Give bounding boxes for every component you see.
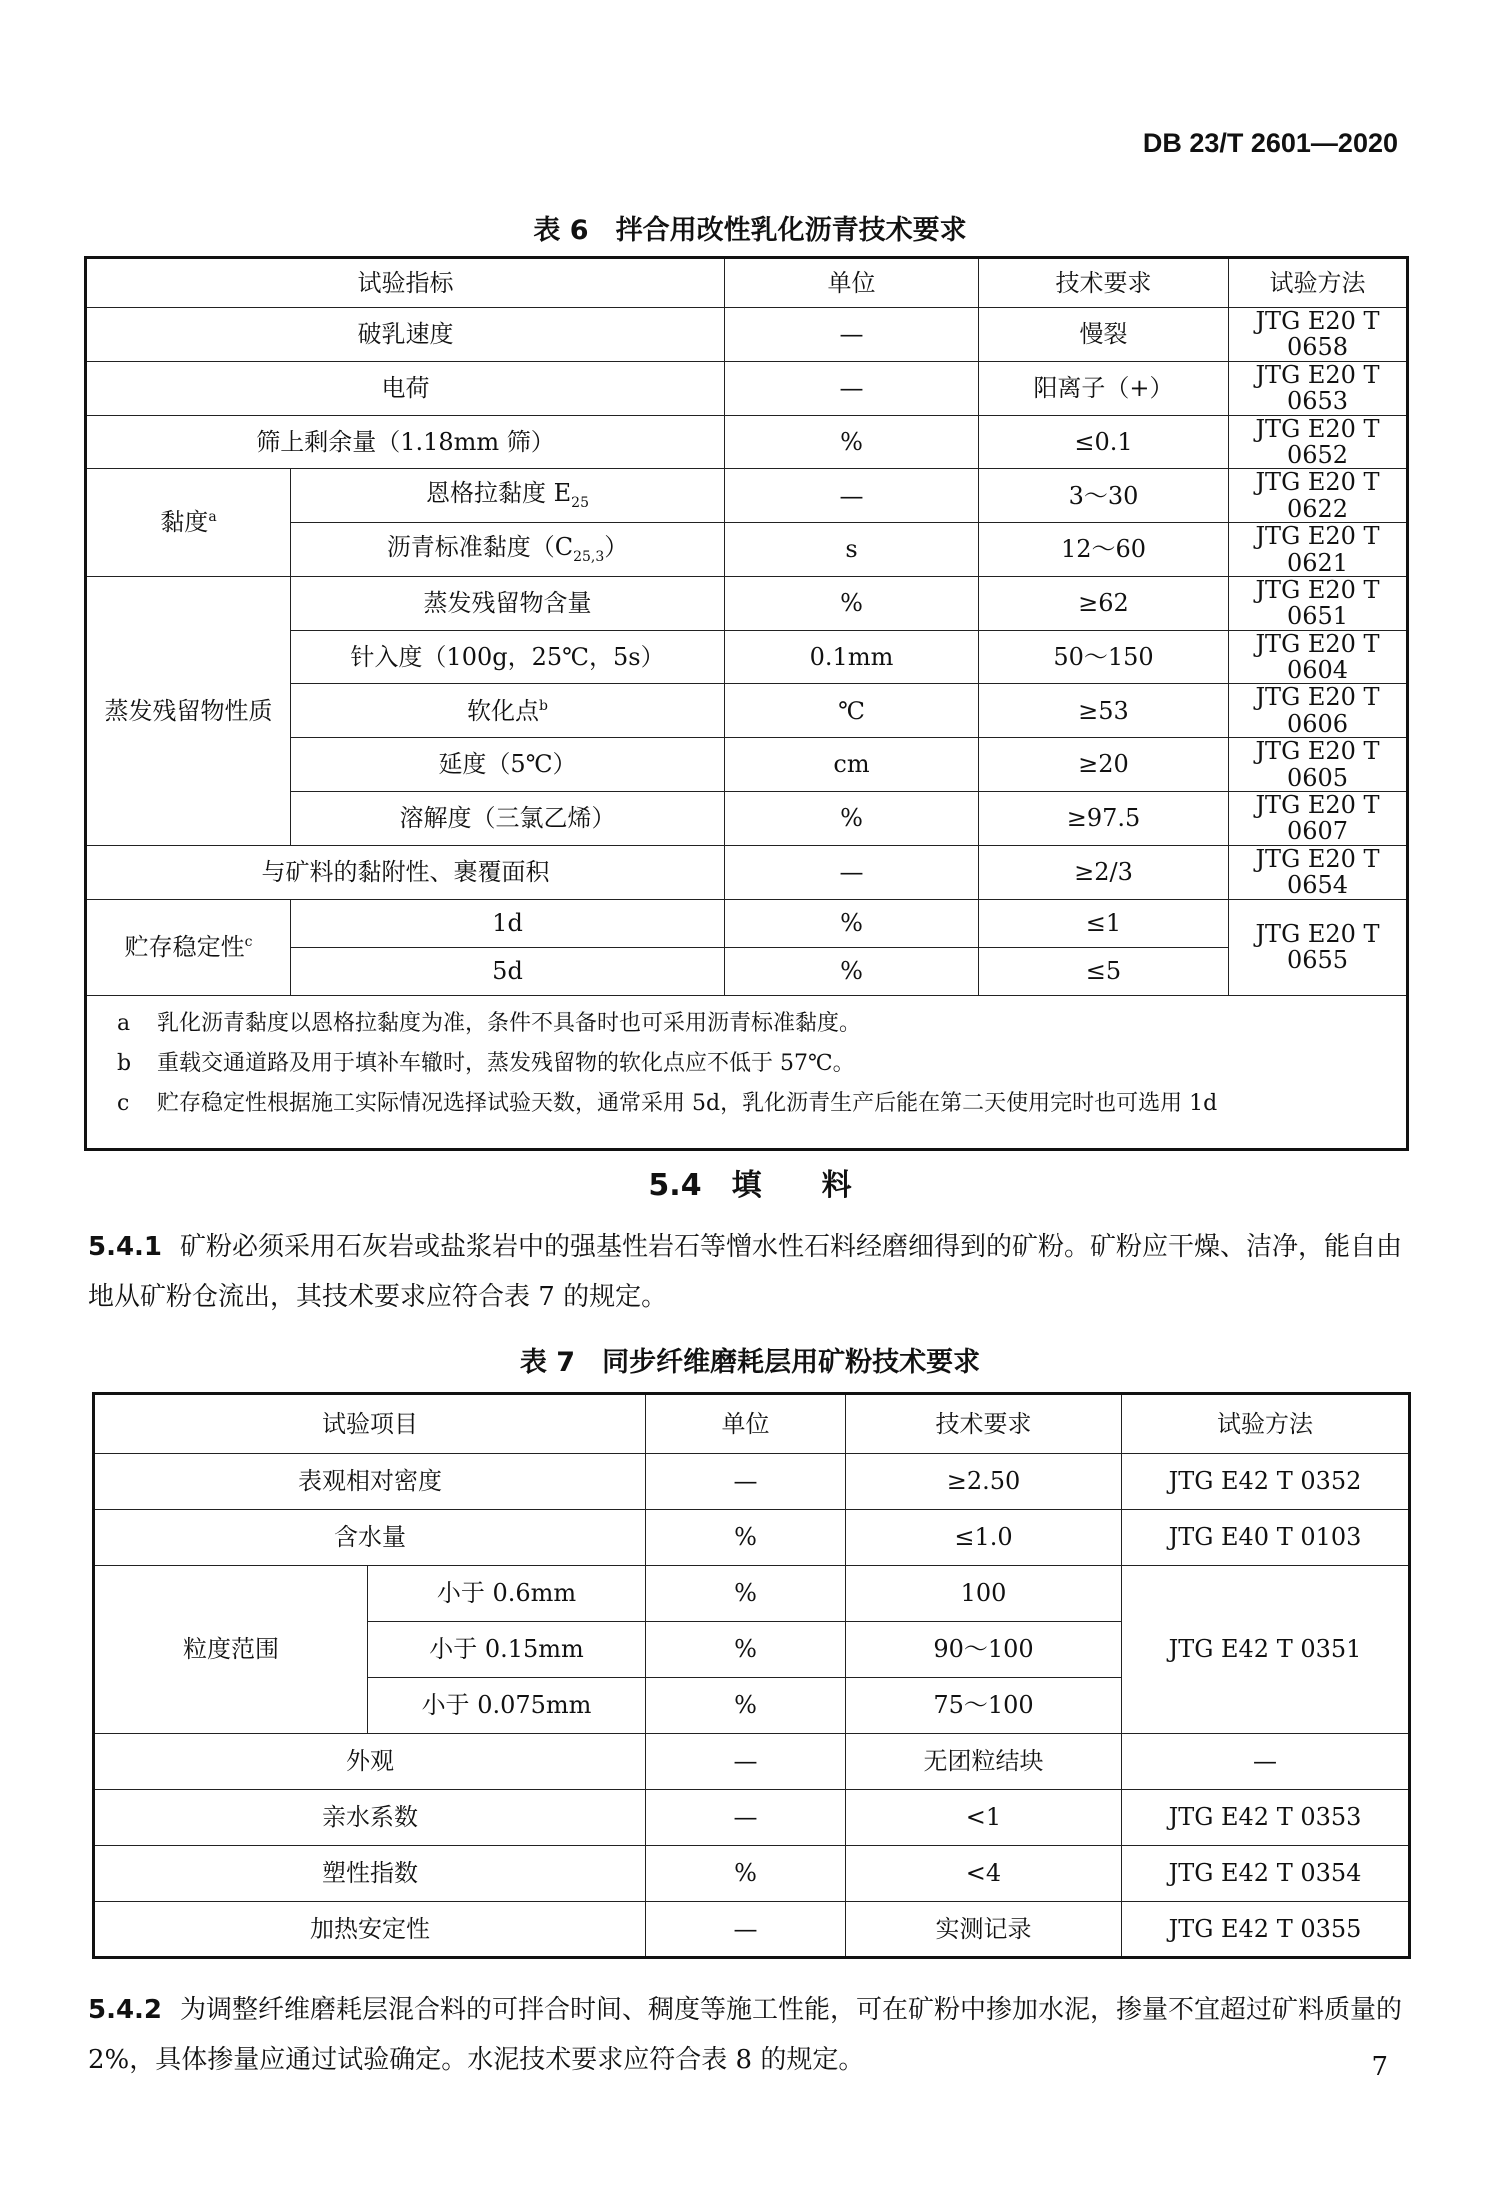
cell-unit: %	[725, 415, 979, 469]
cell-req: 12～60	[979, 523, 1229, 577]
cell-unit: %	[725, 947, 979, 995]
paragraph-5-4-2	[88, 1985, 1418, 2085]
cell-method: JTG E20 T 0604	[1229, 630, 1408, 684]
cell-item: 含水量	[94, 1510, 646, 1566]
table-row	[94, 1846, 1410, 1902]
cell-req: ≤1	[979, 899, 1229, 947]
cell-item: 外观	[94, 1734, 646, 1790]
cell-req: 3～30	[979, 469, 1229, 523]
note-c: c 贮存稳定性根据施工实际情况选择试验天数，通常采用 5d，乳化沥青生产后能在第二天使用完时也可选用 1d	[117, 1090, 1218, 1116]
cell-method: JTG E20 T 0606	[1229, 684, 1408, 738]
table-row	[86, 469, 1408, 523]
footnote-mark-b: b	[539, 697, 548, 714]
note-a: a 乳化沥青黏度以恩格拉黏度为准，条件不具备时也可采用沥青标准黏度。	[117, 1010, 862, 1036]
cell-req: 100	[846, 1566, 1122, 1622]
cell-unit: s	[725, 523, 979, 577]
table6-notes	[86, 995, 1408, 1149]
cell-item: 表观相对密度	[94, 1454, 646, 1510]
cell-method: JTG E20 T 0652	[1229, 415, 1408, 469]
table7-header-item: 试验项目	[94, 1394, 646, 1454]
cell-req: ≥97.5	[979, 792, 1229, 846]
cell-item: 小于 0.6mm	[368, 1566, 646, 1622]
cell-method: JTG E42 T 0355	[1122, 1902, 1410, 1958]
cell-item: 破乳速度	[86, 308, 725, 362]
cell-item: 筛上剩余量（1.18mm 筛）	[86, 415, 725, 469]
document-id: DB 23/T 2601—2020	[1142, 128, 1398, 158]
cell-method: JTG E20 T 0655	[1229, 899, 1408, 995]
cell-method: JTG E20 T 0658	[1229, 308, 1408, 362]
table6-header-unit: 单位	[725, 258, 979, 308]
cell-item: 电荷	[86, 361, 725, 415]
table-row	[94, 1790, 1410, 1846]
table7-header-method: 试验方法	[1122, 1394, 1410, 1454]
cell-method: JTG E40 T 0103	[1122, 1510, 1410, 1566]
note-b: b 重载交通道路及用于填补车辙时，蒸发残留物的软化点应不低于 57℃。	[117, 1050, 855, 1076]
table6-header-item: 试验指标	[86, 258, 725, 308]
cell-unit: —	[725, 469, 979, 523]
cell-unit: %	[725, 792, 979, 846]
cell-unit: %	[725, 899, 979, 947]
table6-header-row	[86, 258, 1408, 308]
cell-unit: %	[646, 1678, 846, 1734]
cell-req: 阳离子（+）	[979, 361, 1229, 415]
table7	[92, 1392, 1411, 1959]
table7-header-unit: 单位	[646, 1394, 846, 1454]
cell-method: JTG E42 T 0351	[1122, 1566, 1410, 1734]
cell-req: ≥2/3	[979, 845, 1229, 899]
cell-unit: —	[725, 845, 979, 899]
cell-unit: —	[646, 1734, 846, 1790]
table6-header-method: 试验方法	[1229, 258, 1408, 308]
cell-item: 延度（5℃）	[291, 738, 725, 792]
cell-item: 亲水系数	[94, 1790, 646, 1846]
viscosity-group-cell	[86, 469, 291, 577]
cell-unit: —	[646, 1790, 846, 1846]
cell-req: <1	[846, 1790, 1122, 1846]
cell-method: JTG E20 T 0651	[1229, 576, 1408, 630]
table-row	[94, 1734, 1410, 1790]
cell-item: 蒸发残留物含量	[291, 576, 725, 630]
table6-header-req: 技术要求	[979, 258, 1229, 308]
footnote-mark-a: a	[208, 509, 217, 526]
cell-method: JTG E20 T 0654	[1229, 845, 1408, 899]
table6-caption: 表 6 拌合用改性乳化沥青技术要求	[533, 215, 967, 246]
cell-req: 90～100	[846, 1622, 1122, 1678]
cell-req: ≥20	[979, 738, 1229, 792]
storage-group-cell: 贮存稳定性$^c$	[86, 899, 291, 995]
cell-req: ≥62	[979, 576, 1229, 630]
paragraph-text: 为调整纤维磨耗层混合料的可拌合时间、稠度等施工性能，可在矿粉中掺加水泥，掺量不宜超过矿料质量的 2%，具体掺量应通过试验确定。水泥技术要求应符合表 8 的规定。	[88, 1995, 1403, 2075]
cell-item: 5d	[291, 947, 725, 995]
cell-unit: —	[725, 361, 979, 415]
table-row	[86, 845, 1408, 899]
cell-req: 50～150	[979, 630, 1229, 684]
cell-unit: —	[725, 308, 979, 362]
table7-header-req: 技术要求	[846, 1394, 1122, 1454]
cell-method: JTG E20 T 0607	[1229, 792, 1408, 846]
cell-req: 75～100	[846, 1678, 1122, 1734]
cell-req: <4	[846, 1846, 1122, 1902]
cell-item: 小于 0.075mm	[368, 1678, 646, 1734]
viscosity-group-label: 黏度	[160, 508, 209, 537]
cell-item: 针入度（100g，25℃，5s）	[291, 630, 725, 684]
clause-number: 5.4.1	[88, 1232, 163, 1262]
table7-caption: 表 7 同步纤维磨耗层用矿粉技术要求	[519, 1347, 981, 1378]
cell-item: 加热安定性	[94, 1902, 646, 1958]
cell-unit: 0.1mm	[725, 630, 979, 684]
table-row	[86, 308, 1408, 362]
cell-item: 沥青标准黏度$(C_{25,3})$	[291, 523, 725, 577]
paragraph-text: 矿粉必须采用石灰岩或盐浆岩中的强基性岩石等憎水性石料经磨细得到的矿粉。矿粉应干燥、洁净，能自由地从矿粉仓流出，其技术要求应符合表 7 的规定。	[88, 1232, 1403, 1312]
table-row	[86, 899, 1408, 947]
cell-method: JTG E42 T 0352	[1122, 1454, 1410, 1510]
cell-item: 溶解度（三氯乙烯）	[291, 792, 725, 846]
cell-method: JTG E20 T 0605	[1229, 738, 1408, 792]
table-row	[86, 576, 1408, 630]
grading-group-cell: 粒度范围	[94, 1566, 368, 1734]
cell-method: —	[1122, 1734, 1410, 1790]
section-heading: 5.4 填 料	[648, 1168, 852, 1203]
cell-req: 慢裂	[979, 308, 1229, 362]
cell-unit: %	[646, 1510, 846, 1566]
cell-method: JTG E42 T 0354	[1122, 1846, 1410, 1902]
cell-req: ≥2.50	[846, 1454, 1122, 1510]
table6	[84, 256, 1409, 1151]
cell-method: JTG E20 T 0653	[1229, 361, 1408, 415]
cell-req: 无团粒结块	[846, 1734, 1122, 1790]
table-row	[86, 415, 1408, 469]
cell-method: JTG E20 T 0622	[1229, 469, 1408, 523]
cell-item: 塑性指数	[94, 1846, 646, 1902]
table-row	[94, 1510, 1410, 1566]
cell-req: ≤5	[979, 947, 1229, 995]
cell-unit: —	[646, 1902, 846, 1958]
cell-item: 与矿料的黏附性、裹覆面积	[86, 845, 725, 899]
cell-item: 小于 0.15mm	[368, 1622, 646, 1678]
cell-unit: —	[646, 1454, 846, 1510]
clause-number: 5.4.2	[88, 1995, 163, 2025]
paragraph-5-4-1	[88, 1222, 1418, 1322]
cell-unit: ℃	[725, 684, 979, 738]
cell-unit: %	[646, 1846, 846, 1902]
cell-req: ≥53	[979, 684, 1229, 738]
cell-method: JTG E20 T 0621	[1229, 523, 1408, 577]
table-row	[94, 1454, 1410, 1510]
table6-notes-row	[86, 995, 1408, 1149]
table7-header-row	[94, 1394, 1410, 1454]
page-number: 7	[1371, 2052, 1388, 2082]
table-row	[86, 361, 1408, 415]
cell-req: ≤0.1	[979, 415, 1229, 469]
cell-item: 软化点$^b$	[291, 684, 725, 738]
cell-method: JTG E42 T 0353	[1122, 1790, 1410, 1846]
cell-unit: cm	[725, 738, 979, 792]
table-row	[94, 1902, 1410, 1958]
table-row	[94, 1566, 1410, 1622]
cell-req: ≤1.0	[846, 1510, 1122, 1566]
cell-req: 实测记录	[846, 1902, 1122, 1958]
footnote-mark-c: c	[244, 933, 253, 950]
cell-unit: %	[646, 1566, 846, 1622]
residue-group-cell: 蒸发残留物性质	[86, 576, 291, 845]
cell-unit: %	[725, 576, 979, 630]
cell-item: 恩格拉黏度 $E_{25}$	[291, 469, 725, 523]
cell-item: 1d	[291, 899, 725, 947]
cell-unit: %	[646, 1622, 846, 1678]
